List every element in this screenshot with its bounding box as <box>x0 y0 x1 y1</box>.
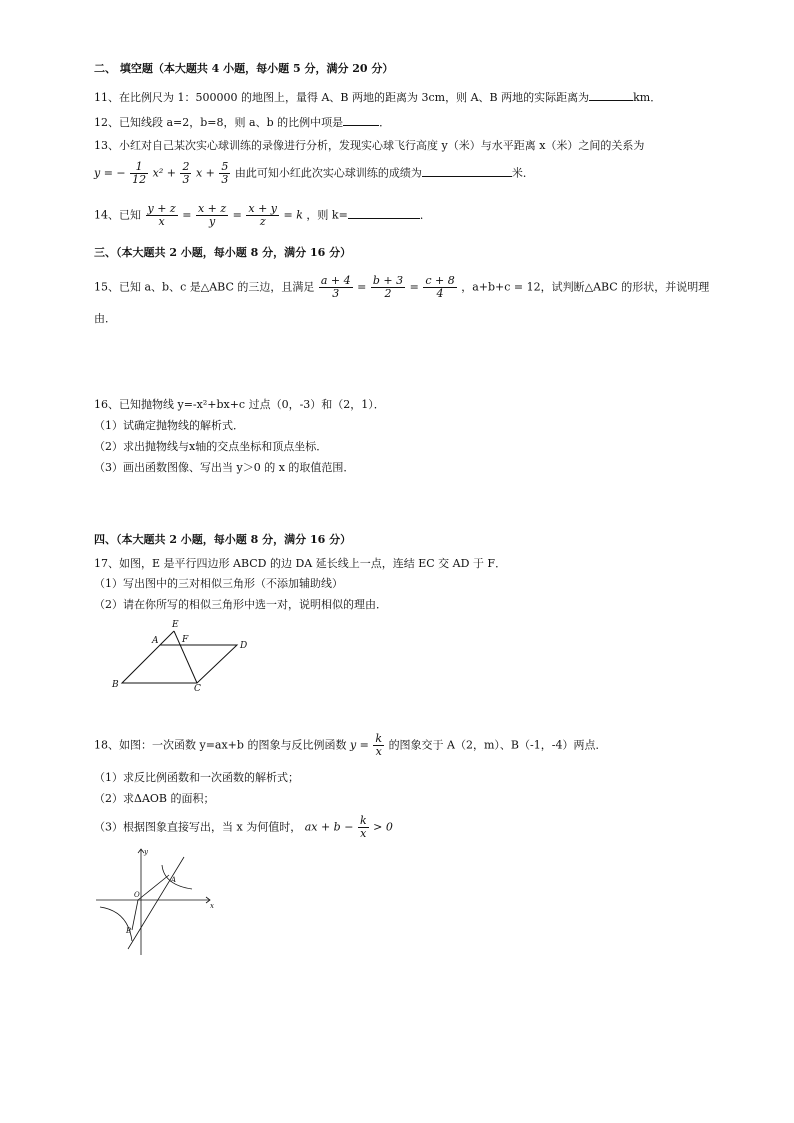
figure-18-graph <box>92 845 222 960</box>
question-18-part1: （1）求反比例函数和一次函数的解析式； <box>94 771 299 784</box>
q13-y: y = − <box>94 166 126 180</box>
section-4-heading: 四、（本大题共 2 小题，每小题 8 分，满分 16 分） <box>94 533 352 546</box>
label-o: O <box>134 891 140 899</box>
label-f: F <box>182 635 189 645</box>
question-16: 16、已知抛物线 y=-x²+bx+c 过点（0，-3）和（2，1）． <box>94 398 385 411</box>
segment-oa <box>138 875 169 900</box>
q14-end: ． <box>419 208 431 222</box>
label-b: B <box>126 927 132 935</box>
q14-eq-1: = <box>182 208 192 222</box>
question-11 <box>94 89 661 105</box>
segment-ae <box>160 631 174 645</box>
question-13-line1: 13、小红对自己某次实心球训练的录像进行分析，发现实心球飞行高度 y（米）与水平距离 x（米）之间的关系为 <box>94 139 645 152</box>
question-17: 17、如图，E 是平行四边形 ABCD 的边 DA 延长线上一点，连结 EC 交 AD 于 F． <box>94 557 507 570</box>
q12-text: 12、已知线段 a=2，b=8，则 a、b 的比例中项是 <box>94 116 344 129</box>
hyperbola-branch-2 <box>100 907 132 941</box>
segment-ob <box>132 900 138 930</box>
question-15-line2: 由． <box>94 312 116 325</box>
q13-x2: x² + <box>152 166 176 180</box>
question-14 <box>94 203 431 228</box>
q15-frac-1: $\frac{a + 4}{3}$ <box>320 274 351 300</box>
q13-answer-blank[interactable] <box>422 165 512 177</box>
question-16-part3: （3）画出函数图像、写出当 y＞0 的 x 的取值范围． <box>94 461 355 474</box>
question-12 <box>94 114 390 130</box>
label-d: D <box>240 641 248 651</box>
question-18 <box>94 733 606 758</box>
q11-unit: km． <box>633 91 662 104</box>
q14-eq-2: = <box>232 208 242 222</box>
question-13-formula <box>94 161 534 186</box>
q13-frac-1: $\frac{1}{12}$ <box>132 160 147 186</box>
q14-k: = k <box>283 208 303 222</box>
question-18-part2: （2）求ΔAOB 的面积； <box>94 792 215 805</box>
q15-lead: 15、已知 a、b、c 是△ABC 的三边，且满足 <box>94 280 315 294</box>
q15-eq-1: = <box>357 280 367 294</box>
linear-function-line <box>128 857 184 949</box>
label-b: B <box>112 680 119 690</box>
q14-ask: ，则 k= <box>306 208 348 222</box>
q15-frac-3: $\frac{c + 8}{4}$ <box>425 274 455 300</box>
label-x: x <box>210 902 214 910</box>
q14-frac-2: $\frac{x + z}{y}$ <box>197 202 227 228</box>
q13-frac-3: $\frac{5}{3}$ <box>221 160 229 186</box>
q15-tail: ，a+b+c = 12，试判断△ABC 的形状，并说明理 <box>461 280 710 294</box>
q13-tail: 由此可知小红此次实心球训练的成绩为 <box>234 166 422 180</box>
label-y: y <box>144 848 148 856</box>
q11-text: 11、在比例尺为 1：500000 的地图上，量得 A、B 两地的距离为 3cm，则 A、B 两地的实际距离为 <box>94 91 590 104</box>
q14-lead: 14、已知 <box>94 208 141 222</box>
label-a: A <box>171 876 177 884</box>
section-3-heading: 三、（本大题共 2 小题，每小题 8 分，满分 16 分） <box>94 246 352 259</box>
section-2-heading: 二、 填空题（本大题共 4 小题，每小题 5 分，满分 20 分） <box>94 62 394 75</box>
q18-ineq-frac: $\frac{k}{x}$ <box>359 814 367 840</box>
q18-tail: 的图象交于 A（2，m）、B（-1，-4）两点． <box>388 738 607 752</box>
label-e: E <box>172 620 179 630</box>
parallelogram-abcd <box>122 645 237 683</box>
q14-answer-blank[interactable] <box>348 207 420 219</box>
label-a: A <box>152 636 159 646</box>
q15-frac-2: $\frac{b + 3}{2}$ <box>372 274 404 300</box>
q18-part3-text: （3）根据图象直接写出，当 x 为何值时， <box>94 820 302 834</box>
q18-frac: $\frac{k}{x}$ <box>375 732 383 758</box>
label-c: C <box>194 684 201 694</box>
q18-lead: 18、如图：一次函数 y=ax+b 的图象与反比例函数 <box>94 738 347 752</box>
q11-answer-blank[interactable] <box>589 89 633 101</box>
q14-frac-1: $\frac{y + z}{x}$ <box>147 202 176 228</box>
q13-unit: 米． <box>511 166 534 180</box>
q12-answer-blank[interactable] <box>343 114 379 126</box>
question-15 <box>94 275 709 300</box>
q12-end: ． <box>379 116 391 129</box>
q13-frac-2: $\frac{2}{3}$ <box>182 160 190 186</box>
question-17-part1: （1）写出图中的三对相似三角形（不添加辅助线） <box>94 577 343 590</box>
q18-y: y = <box>349 738 369 752</box>
q15-eq-2: = <box>409 280 419 294</box>
question-17-part2: （2）请在你所写的相似三角形中选一对，说明相似的理由． <box>94 598 387 611</box>
q18-ineq-right: > 0 <box>373 820 393 834</box>
q18-ineq-left: ax + b − <box>304 820 354 834</box>
question-18-part3 <box>94 815 393 840</box>
q13-x: x + <box>195 166 215 180</box>
figure-17-parallelogram <box>100 615 260 695</box>
question-16-part2: （2）求出抛物线与x轴的交点坐标和顶点坐标． <box>94 440 328 453</box>
q14-frac-3: $\frac{x + y}{z}$ <box>248 202 278 228</box>
question-16-part1: （1）试确定抛物线的解析式． <box>94 419 244 432</box>
